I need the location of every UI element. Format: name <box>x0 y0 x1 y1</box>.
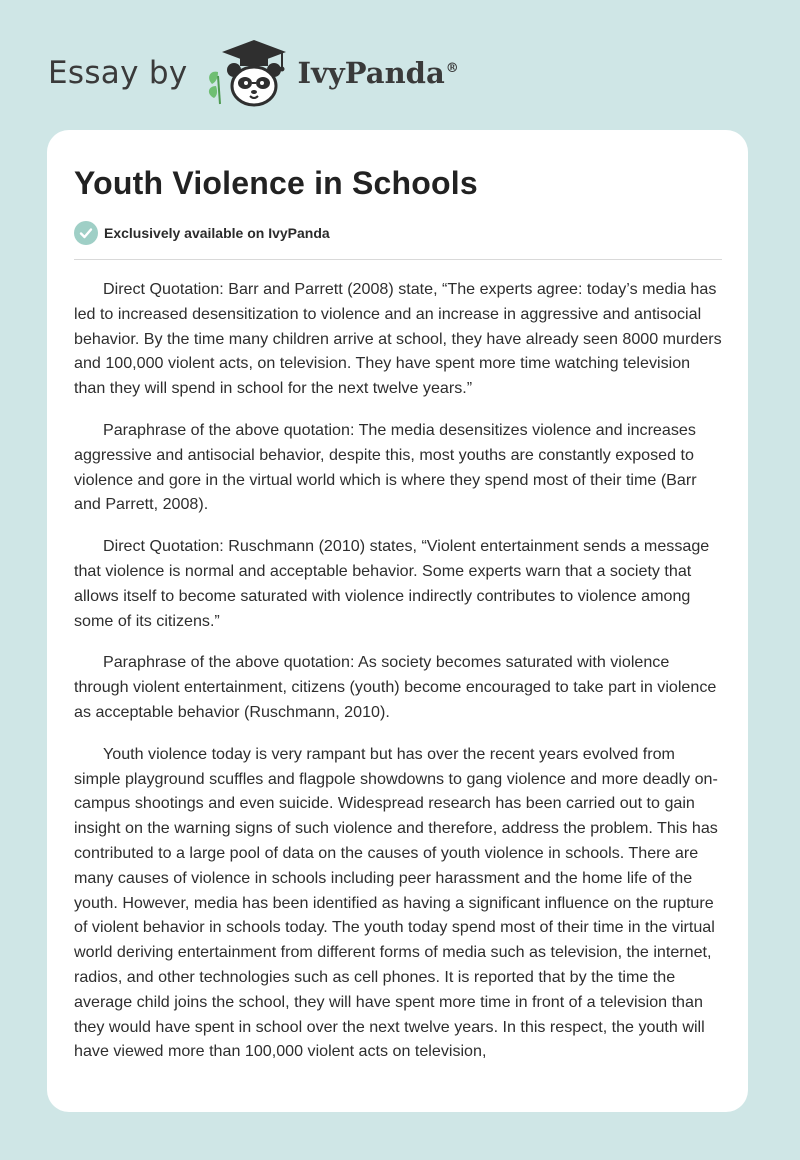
paragraph: Direct Quotation: Barr and Parrett (2008) state, “The experts agree: today’s media has led to increased desensitization to violence and an increase in aggressive and antisocial behavior. By the time many children arrive at school, they have already seen 8000 murders and 100,000 violent acts, on television. They have spent more time watching television than they will spend in school for the next twelve years.” <box>74 280 722 398</box>
registered-mark: ® <box>445 61 459 77</box>
panda-graduate-icon <box>204 38 290 108</box>
brand-name: IvyPanda® <box>297 56 459 90</box>
paragraph: Paraphrase of the above quotation: As society becomes saturated with violence through violent entertainment, citizens (youth) become encouraged to take part in violence as acceptable behavior (Ruschmann, 2010). <box>74 653 717 721</box>
essay-body <box>74 277 722 1064</box>
paragraph: Direct Quotation: Ruschmann (2010) states, “Violent entertainment sends a message that violence is normal and acceptable behavior. Some experts warn that a society that allows itself to become saturated with violence indirectly contributes to violence among some of its citizens.” <box>74 537 710 630</box>
paragraph: Youth violence today is very rampant but has over the recent years evolved from simple playground scuffles and flagpole showdowns to gang violence and more deadly on-campus shootings and even suicide. Widespread research has been carried out to gain insight on the warning signs of such violence and therefore, address the problem. This has contributed to a large pool of data on the causes of youth violence in schools. There are many causes of violence in schools including peer harassment and the home life of the youth. However, media has been identified as having a significant influence on the rupture of violent behavior in schools today. The youth today spend most of their time in the virtual world deriving entertainment from different forms of media such as television, the internet, radios, and other technologies such as cell phones. It is reported that by the time the average child joins the school, they will have spent more time in front of a television than they would have spent in school over the next twelve years. In this respect, the youth will have viewed more than 100,000 violent acts on television, <box>74 744 718 1061</box>
exclusive-label: Exclusively available on IvyPanda <box>104 225 330 241</box>
paragraph: Paraphrase of the above quotation: The media desensitizes violence and increases aggressive and antisocial behavior, despite this, most youths are constantly exposed to violence and gore in the virtual world which is where they spend most of their time (Barr and Parrett, 2008). <box>74 420 697 514</box>
page-title: Youth Violence in Schools <box>74 165 478 201</box>
essay-card <box>47 130 748 1112</box>
exclusive-badge <box>74 221 722 260</box>
site-brand[interactable] <box>48 38 459 108</box>
check-circle-icon <box>74 221 98 245</box>
brand-prefix: Essay by <box>48 55 188 91</box>
